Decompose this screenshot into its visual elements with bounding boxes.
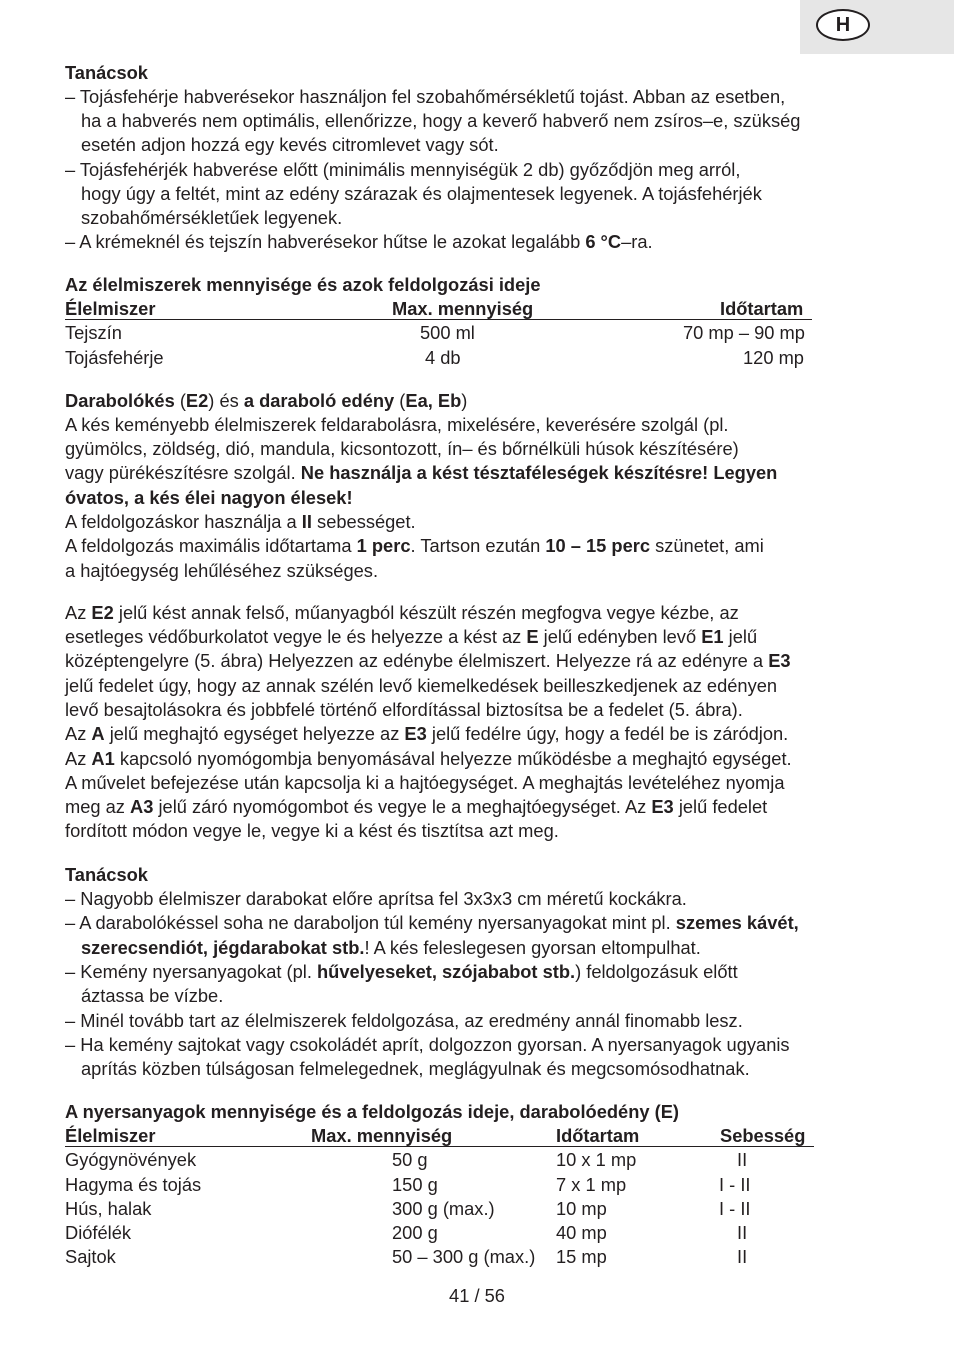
- tip-line: aprítás közben túlságosan felmelegednek, meglágyulnak és megcsomósodhatnak.: [81, 1058, 750, 1079]
- language-badge: H: [816, 9, 870, 41]
- table-cell: 10 x 1 mp: [556, 1149, 637, 1171]
- paragraph-line: meg az A3 jelű záró nyomógombot és vegye le a meghajtóegységet. Az E3 jelű fedelet: [65, 796, 768, 817]
- table-row: [65, 1173, 825, 1197]
- table-cell: 500 ml: [420, 322, 475, 344]
- table1-header: Élelmiszer: [65, 298, 156, 319]
- tips-heading: Tanácsok: [65, 864, 148, 885]
- table-cell: 40 mp: [556, 1222, 607, 1244]
- warning-line: óvatos, a kés élei nagyon élesek!: [65, 487, 353, 508]
- table-cell: Sajtok: [65, 1246, 116, 1268]
- tip-line: – Tojásfehérje habverésekor használjon fel szobahőmérsékletű tojást. Abban az esetben,: [65, 86, 786, 107]
- table-row: [65, 1245, 825, 1269]
- tip-line: – A darabolókéssel soha ne daraboljon túl kemény nyersanyagokat mint pl. szemes kávét,: [65, 912, 799, 933]
- tip-line: áztassa be vízbe.: [81, 985, 224, 1006]
- tip-line: hogy úgy a feltét, mint az edény szárazak és olajmentesek legyenek. A tojásfehérjék: [81, 183, 762, 204]
- paragraph-line: A művelet befejezése után kapcsolja ki a hajtóegységet. A meghajtás levételéhez nyomja: [65, 772, 785, 793]
- tip-line: – Kemény nyersanyagokat (pl. hűvelyeseket, szójababot stb.) feldolgozásuk előtt: [65, 961, 738, 982]
- paragraph-line: Az A jelű meghajtó egységet helyezze az E3 jelű fedélre úgy, hogy a fedél be is záródjon.: [65, 723, 789, 744]
- paragraph-line: a hajtóegység lehűléséhez szükséges.: [65, 560, 379, 581]
- table-cell: 200 g: [392, 1222, 438, 1244]
- paragraph-line: jelű fedelet úgy, hogy az annak szélén levő kiemelkedések beilleszkedjenek az edényen: [65, 675, 778, 696]
- table2-header-row: [65, 1124, 825, 1148]
- table2-title: A nyersanyagok mennyisége és a feldolgozás ideje, darabolóedény (E): [65, 1101, 679, 1122]
- table-row: [65, 1197, 825, 1221]
- table-cell: 7 x 1 mp: [556, 1173, 627, 1195]
- table1-header: Időtartam: [720, 298, 804, 319]
- table-cell: 70 mp – 90 mp: [683, 322, 805, 344]
- tip-line: ha a habverés nem optimális, ellenőrizze, hogy a keverő habverő nem zsíros–e, szükség: [81, 110, 801, 131]
- tip-line: – Tojásfehérjék habverése előtt (minimális mennyiségük 2 db) győződjön meg arról,: [65, 159, 741, 180]
- table1-header-row: [65, 297, 825, 321]
- table2-header-rule: [65, 1146, 814, 1147]
- table-cell: Diófélék: [65, 1222, 132, 1244]
- table-cell: Hagyma és tojás: [65, 1173, 202, 1195]
- table2-header: Élelmiszer: [65, 1125, 156, 1146]
- paragraph-line: A kés keményebb élelmiszerek feldarabolásra, mixelésére, keverésére szolgál (pl.: [65, 414, 729, 435]
- table-cell: 300 g (max.): [392, 1197, 495, 1219]
- table-cell: 4 db: [425, 346, 461, 368]
- paragraph-line: fordított módon vegye le, vegye ki a kést és tisztítsa azt meg.: [65, 820, 559, 841]
- tip-line: – Ha kemény sajtokat vagy csokoládét aprít, dolgozzon gyorsan. A nyersanyagok ugyanis: [65, 1034, 790, 1055]
- table-cell: 10 mp: [556, 1197, 607, 1219]
- paragraph-line: Az E2 jelű kést annak felső, műanyagból készült részén megfogva vegye kézbe, az: [65, 602, 739, 623]
- tip-line: szobahőmérsékletűek legyenek.: [81, 207, 343, 228]
- paragraph-line: A feldolgozás maximális időtartama 1 perc. Tartson ezután 10 – 15 perc szünetet, ami: [65, 535, 764, 556]
- table1-header-rule: [65, 319, 812, 320]
- table-cell: 150 g: [392, 1173, 438, 1195]
- table-cell: Tojásfehérje: [65, 346, 164, 368]
- table-row: [65, 1221, 825, 1245]
- table-cell: Tejszín: [65, 322, 122, 344]
- paragraph-line: esetleges védőburkolatot vegye le és helyezze a kést az E jelű edényben levő E1 jelű: [65, 626, 758, 647]
- table-cell: 50 g: [392, 1149, 428, 1171]
- table-cell: Gyógynövények: [65, 1149, 197, 1171]
- paragraph-line: levő besajtolásokra és jobbfelé történő elfordítással biztosítsa be a fedelet (5. ábra).: [65, 699, 743, 720]
- table2-header: Sebesség: [720, 1125, 806, 1146]
- tip-line: szerecsendiót, jégdarabokat stb.! A kés feleslegesen gyorsan eltompulhat.: [81, 937, 701, 958]
- language-tab: [800, 0, 954, 54]
- table1-header: Max. mennyiség: [392, 298, 534, 319]
- blade-heading: Darabolókés (E2) és a daraboló edény (Ea, Eb): [65, 390, 468, 411]
- table-row: [65, 346, 825, 370]
- page-number: 41 / 56: [449, 1285, 505, 1306]
- tip-line: – Nagyobb élelmiszer darabokat előre aprítsa fel 3x3x3 cm méretű kockákra.: [65, 888, 687, 909]
- paragraph-line: A feldolgozáskor használja a II sebességet.: [65, 511, 416, 532]
- tip-line: esetén adjon hozzá egy kevés citromlevet vagy sót.: [81, 134, 499, 155]
- table1-title: Az élelmiszerek mennyisége és azok feldolgozási ideje: [65, 274, 541, 295]
- table-cell: II: [737, 1246, 748, 1268]
- tip-line: – A krémeknél és tejszín habverésekor hűtse le azokat legalább 6 °C–ra.: [65, 231, 653, 252]
- table-cell: Hús, halak: [65, 1197, 152, 1219]
- table-cell: II: [737, 1222, 748, 1244]
- table2-header: Max. mennyiség: [311, 1125, 453, 1146]
- table-cell: I - II: [719, 1173, 751, 1195]
- table-row: [65, 1148, 825, 1172]
- paragraph-line: Az A1 kapcsoló nyomógombja benyomásával helyezze működésbe a meghajtó egységet.: [65, 748, 792, 769]
- table-cell: 120 mp: [743, 346, 804, 368]
- tip-line: – Minél tovább tart az élelmiszerek feldolgozása, az eredmény annál finomabb lesz.: [65, 1010, 743, 1031]
- table-cell: 50 – 300 g (max.): [392, 1246, 536, 1268]
- table2-header: Időtartam: [556, 1125, 640, 1146]
- paragraph-line: középtengelyre (5. ábra) Helyezzen az edénybe élelmiszert. Helyezze rá az edényre a E3: [65, 650, 791, 671]
- table-row: [65, 321, 825, 345]
- table1: [65, 297, 825, 370]
- table-cell: 15 mp: [556, 1246, 607, 1268]
- table-cell: I - II: [719, 1197, 751, 1219]
- table-cell: II: [737, 1149, 748, 1171]
- tips-heading: Tanácsok: [65, 62, 148, 83]
- paragraph-line: vagy pürékészítésre szolgál. Ne használja a kést tésztaféleségek készítésre! Legyen: [65, 462, 778, 483]
- paragraph-line: gyümölcs, zöldség, dió, mandula, kicsontozott, ín– és bőrnélküli húsok készítésére): [65, 438, 739, 459]
